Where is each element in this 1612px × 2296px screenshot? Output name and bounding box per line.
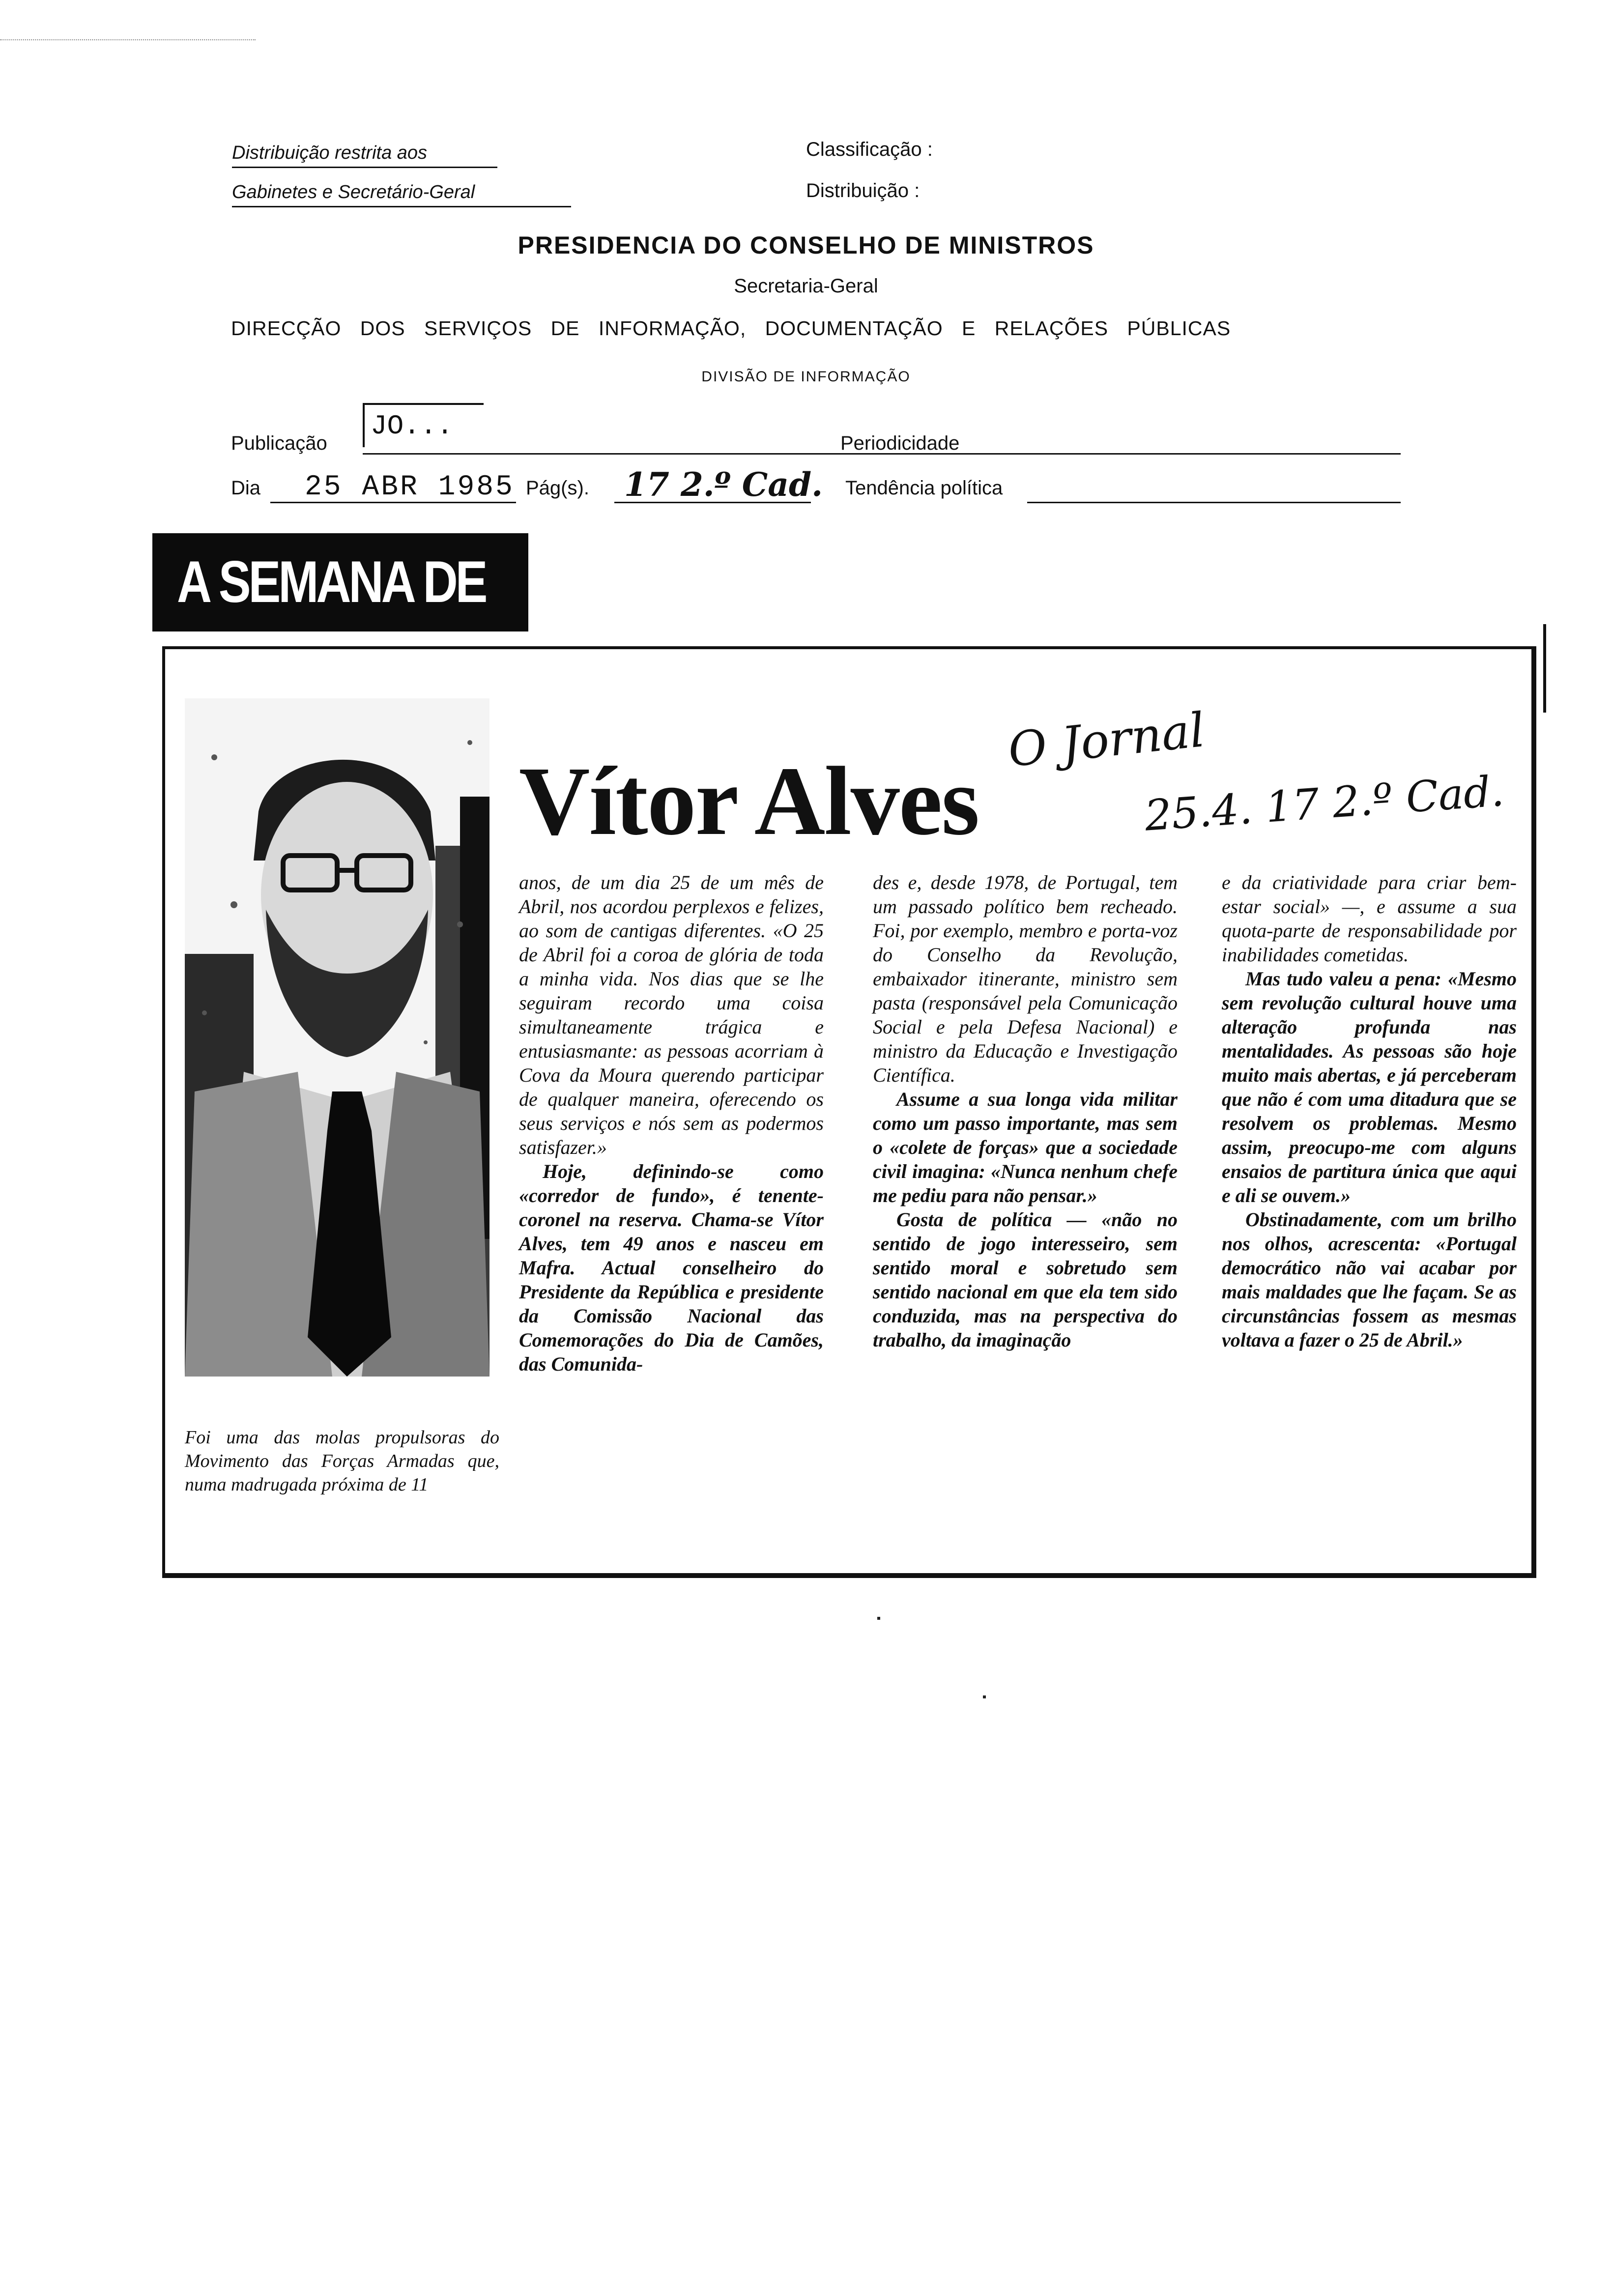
publicacao-field — [231, 403, 1410, 452]
photo-caption: Foi uma das molas propulsoras do Movimento das Forças Armadas que, numa madrugada próxima de 11 — [185, 1427, 499, 1495]
handwritten-note-line2: 25.4. 17 2.º Cad. — [1143, 766, 1506, 841]
scan-mark-right — [1543, 624, 1546, 713]
periodicidade-blank — [1003, 453, 1401, 455]
pags-label: Pág(s). — [526, 477, 589, 499]
col2-paragraph-2: Assume a sua longa vida militar como um passo importante, mas sem o «colete de forças» que a sociedade civil imagina: «Nunca nenhum chefe me pediu para não pensar.» — [873, 1088, 1178, 1206]
restricted-distribution-line1: Distribuição restrita aos — [232, 143, 497, 168]
tendencia-blank — [1027, 502, 1401, 503]
col1-paragraph-1: anos, de um dia 25 de um mês de Abril, nos acordou perplexos e felizes, ao som de cantigas diferentes. «O 25 de Abril foi a coroa de glória de toda a minha vida. Nos dias que se lhe seguiram recordo uma coisa simultaneamente trágica e entusiasmante: as pessoas acorriam à Cova da Moura querendo participar de qualquer maneira, oferecendo os seus serviços e nós sem as podermos satisfazer.» — [519, 871, 824, 1158]
portrait-illustration — [185, 698, 489, 1377]
org-title: PRESIDENCIA DO CONSELHO DE MINISTROS — [518, 231, 1094, 259]
article-column-2 — [873, 870, 1178, 1352]
pags-handwritten-value: 17 2.º Cad. — [624, 465, 823, 504]
handwritten-note-line1: O Jornal — [1006, 702, 1208, 778]
distribuicao-label: Distribuição : — [806, 180, 920, 201]
col2-paragraph-1: des e, desde 1978, de Portugal, tem um passado político bem recheado. Foi, por exemplo, membro e porta-voz do Conselho da Revolução, embaixador itinerante, ministro sem pasta (responsável pela Comunicação Social e pela Defesa Nacional) e ministro da Educação e Investigação Científica. — [873, 871, 1178, 1086]
tendencia-label: Tendência política — [845, 477, 1003, 499]
periodicidade-label: Periodicidade — [840, 432, 960, 454]
division-line: DIVISÃO DE INFORMAÇÃO — [701, 369, 911, 385]
col2-paragraph-3: Gosta de política — «não no sentido de jogo interesseiro, sem sentido moral e sobretudo sem sentido nacional em que ela tem sido conduzida, mas na perspectiva do trabalho, da imaginação — [873, 1208, 1178, 1351]
article-headline: Vítor Alves — [519, 747, 979, 856]
pags-underline — [614, 502, 811, 503]
dia-underline — [270, 502, 516, 503]
article-column-3 — [1222, 870, 1517, 1352]
classificacao-label: Classificação : — [806, 139, 933, 160]
directorate-line: DIRECÇÃO DOS SERVIÇOS DE INFORMAÇÃO, DOCUMENTAÇÃO E RELAÇÕES PÚBLICAS — [231, 317, 1231, 340]
portrait-photo — [185, 698, 489, 1377]
col1-paragraph-2: Hoje, definindo-se como «corredor de fundo», é tenente-coronel na reserva. Chama-se Vítor Alves, tem 49 anos e nasceu em Mafra. Actual conselheiro do Presidente da República e presidente da Comissão Nacional das Comemorações do Dia de Camões, das Comunida- — [519, 1160, 824, 1375]
article-frame — [162, 646, 1536, 1578]
dia-label: Dia — [231, 477, 261, 499]
dia-field — [231, 465, 1410, 509]
publicacao-label: Publicação — [231, 432, 327, 454]
col3-paragraph-2: Mas tudo valeu a pena: «Mesmo sem revolução cultural houve uma alteração profunda nas mentalidades. As pessoas são hoje muito mais abertas, e já perceberam que não é com uma ditadura que se resolvem os problemas. Mesmo assim, preocupo-me com alguns ensaios de partitura única que aqui e ali se ouvem.» — [1222, 968, 1517, 1206]
dia-value: 25 ABR 1985 — [305, 471, 515, 503]
article-column-1 — [519, 870, 824, 1376]
section-banner-text: A SEMANA DE — [177, 549, 486, 615]
publicacao-stamp: JO... — [363, 403, 484, 447]
section-banner — [152, 533, 528, 631]
col3-paragraph-3: Obstinadamente, com um brilho nos olhos, acrescenta: «Portugal democrático não vai acabar por mais maldades que lhe façam. Se as circunstâncias fossem as mesmas voltava a fazer o 25 de Abril.» — [1222, 1208, 1517, 1351]
org-subtitle: Secretaria-Geral — [734, 275, 878, 297]
scan-dot-1 — [877, 1617, 880, 1620]
restricted-distribution-line2: Gabinetes e Secretário-Geral — [232, 182, 571, 207]
scan-dot-2 — [983, 1695, 986, 1698]
col3-paragraph-1: e da criatividade para criar bem-estar social» —, e assume a sua quota-parte de responsabilidade por inabilidades cometidas. — [1222, 871, 1517, 966]
scan-mark-top — [0, 39, 256, 40]
